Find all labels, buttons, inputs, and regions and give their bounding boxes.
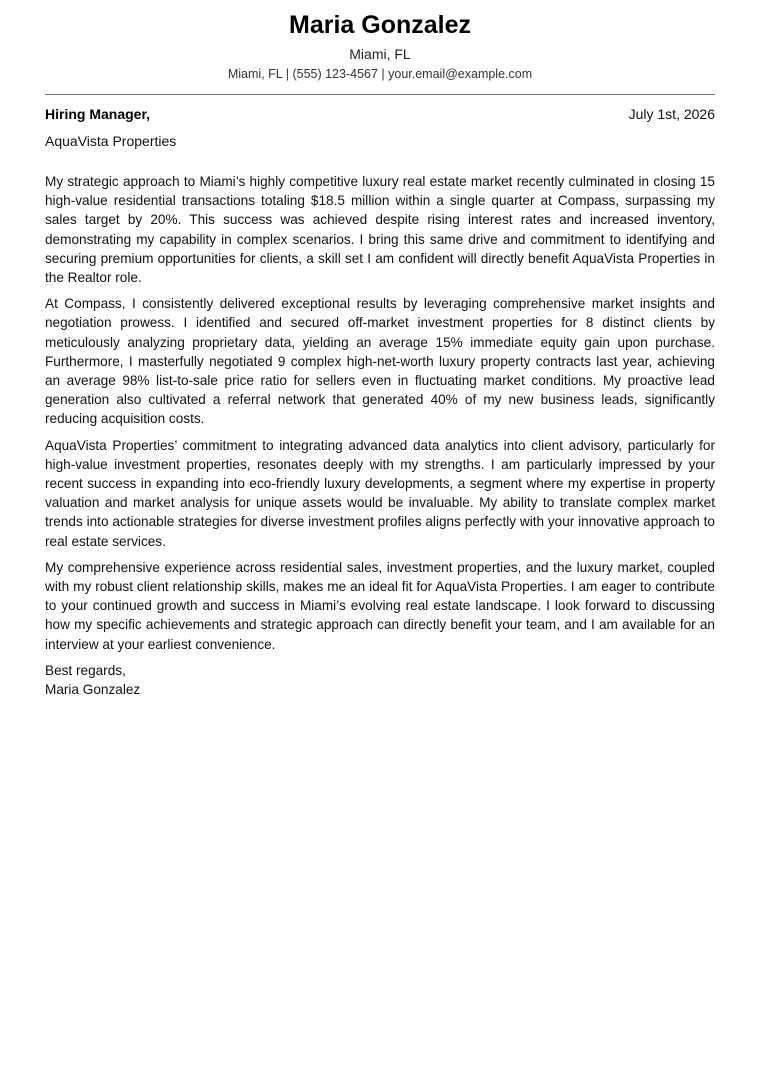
signature-name: Maria Gonzalez [45, 682, 141, 698]
recipient-salutation: Hiring Manager, [45, 106, 151, 122]
recipient-company: AquaVista Properties [45, 133, 177, 149]
letter-header [45, 0, 715, 82]
body-paragraph: My comprehensive experience across residential sales, investment properties, and the luxury market, coupled with my robust client relationship skills, makes me an ideal fit for AquaVista Properties. I am eager to contribute to your continued growth and success in Miami’s evolving real estate landscape. I look forward to discussing how my specific achievements and strategic approach can directly benefit your team, and I am available for an interview at your earliest convenience. [45, 559, 715, 652]
applicant-location: Miami, FL [349, 46, 411, 62]
recipient-date-row [45, 105, 715, 123]
header-divider [45, 94, 715, 95]
applicant-name: Maria Gonzalez [289, 11, 471, 39]
body-paragraph: At Compass, I consistently delivered exceptional results by leveraging comprehensive market insights and negotiation prowess. I identified and secured off-market investment properties for 8 distinct clients by meticulously analyzing proprietary data, yielding an average 15% immediate equity gain upon purchase. Furthermore, I masterfully negotiated 9 complex high-net-worth luxury property contracts last year, achieving an average 98% list-to-sale price ratio for sellers even in fluctuating market conditions. My proactive lead generation also cultivated a referral network that generated 40% of my new business leads, significantly reducing acquisition costs. [45, 296, 715, 427]
letter-closing-block [45, 661, 715, 699]
letter-date: July 1st, 2026 [628, 106, 715, 122]
body-paragraph: AquaVista Properties’ commitment to integrating advanced data analytics into client advisory, particularly for high-value investment properties, resonates deeply with my strengths. I am particularly impressed by your recent success in expanding into eco-friendly luxury developments, a segment where my expertise in property valuation and market analysis for unique assets would be invaluable. My ability to translate complex market trends into actionable strategies for diverse investment profiles aligns perfectly with your innovative approach to real estate services. [45, 437, 715, 549]
closing-phrase: Best regards, [45, 662, 126, 678]
letter-body [45, 172, 715, 654]
body-paragraph: My strategic approach to Miami’s highly competitive luxury real estate market recently culminated in closing 15 high-value residential transactions totaling $18.5 million within a single quarter at Compass, surpassing my sales target by 20%. This success was achieved despite rising interest rates and increased inventory, demonstrating my capability in complex scenarios. I bring this same drive and commitment to identifying and securing premium opportunities for clients, a skill set I am confident will directly benefit AquaVista Properties in the Realtor role. [45, 174, 715, 286]
applicant-contact-line: Miami, FL | (555) 123-4567 | your.email@example.com [227, 67, 533, 81]
